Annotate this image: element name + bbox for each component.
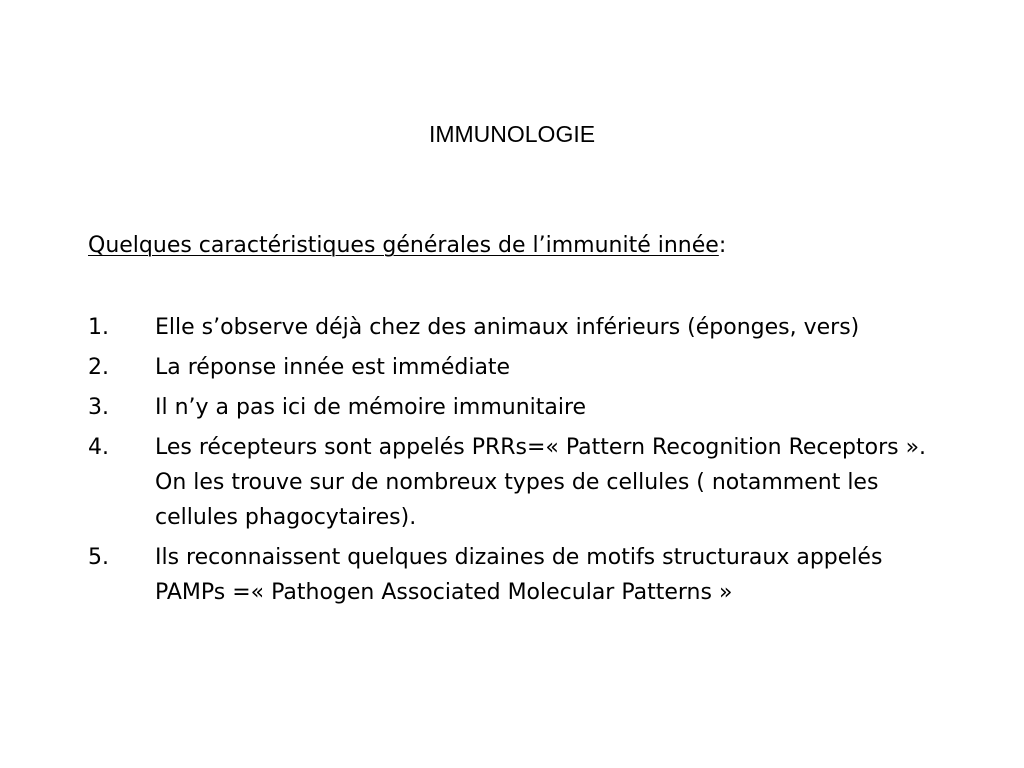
list-item	[88, 430, 948, 535]
section-heading	[88, 228, 948, 264]
slide-title: IMMUNOLOGIE	[428, 121, 596, 147]
list-item	[88, 310, 948, 345]
list-item-number: 2.	[88, 355, 109, 380]
list-item	[88, 540, 948, 610]
list-item-text: Ils reconnaissent quelques dizaines de motifs structuraux appelés PAMPs =« Pathogen Associated Molecular Patterns »	[155, 545, 883, 605]
list-item-text: La réponse innée est immédiate	[155, 355, 511, 380]
list-item	[88, 390, 948, 425]
list-item-number: 4.	[88, 435, 109, 460]
list-item-text: Il n’y a pas ici de mémoire immunitaire	[155, 395, 587, 420]
list-item-text: Les récepteurs sont appelés PRRs=« Pattern Recognition Receptors ». On les trouve sur de nombreux types de cellules ( notamment les cellules phagocytaires).	[155, 435, 927, 530]
section-heading-text: Quelques caractéristiques générales de l’immunité innée	[88, 233, 719, 258]
list-item	[88, 350, 948, 385]
list-item-number: 1.	[88, 315, 109, 340]
list-item-text: Elle s’observe déjà chez des animaux inférieurs (éponges, vers)	[155, 315, 860, 340]
list-item-number: 3.	[88, 395, 109, 420]
list-item-number: 5.	[88, 545, 109, 570]
section-heading-colon: :	[718, 233, 727, 258]
numbered-list	[88, 310, 948, 615]
